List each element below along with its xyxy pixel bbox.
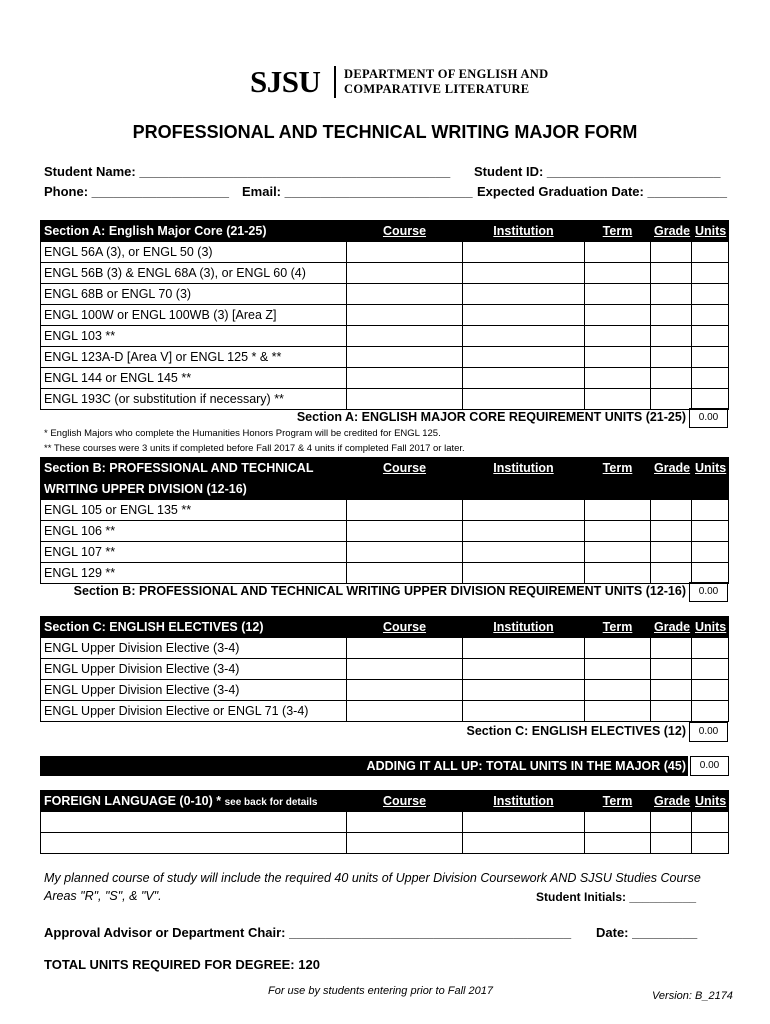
- institution-cell[interactable]: [463, 521, 585, 542]
- course-cell[interactable]: [347, 263, 463, 284]
- foreign-language-table: [40, 790, 729, 854]
- term-cell[interactable]: [585, 563, 651, 584]
- course-column-header: Course: [347, 221, 463, 242]
- student-initials-field[interactable]: Student Initials: __________: [536, 890, 697, 904]
- term-cell[interactable]: [585, 326, 651, 347]
- term-cell[interactable]: [585, 347, 651, 368]
- units-cell[interactable]: [692, 305, 729, 326]
- term-column-header: Term: [585, 221, 651, 242]
- requirement-label: ENGL 193C (or substitution if necessary) **: [41, 389, 347, 410]
- approval-date-field[interactable]: Date: _________: [596, 925, 698, 940]
- grand-total-value: 0.00: [690, 756, 729, 776]
- units-cell[interactable]: [692, 500, 729, 521]
- note-units-change: ** These courses were 3 units if completed before Fall 2017 & 4 units if completed Fall 2017 or later.: [44, 443, 465, 454]
- section-b-table: [40, 457, 729, 584]
- section-c-header-row: [41, 617, 729, 638]
- term-cell[interactable]: [585, 812, 651, 833]
- section-b-total-label: Section B: PROFESSIONAL AND TECHNICAL WRITING UPPER DIVISION REQUIREMENT UNITS (12-16): [73, 584, 686, 598]
- units-column-header: Units: [692, 221, 729, 242]
- course-cell[interactable]: [347, 389, 463, 410]
- course-cell[interactable]: [347, 326, 463, 347]
- requirement-label: ENGL Upper Division Elective (3-4): [41, 638, 347, 659]
- requirement-label: ENGL 103 **: [41, 326, 347, 347]
- grade-cell[interactable]: [651, 368, 692, 389]
- grade-cell[interactable]: [651, 638, 692, 659]
- institution-cell[interactable]: [463, 347, 585, 368]
- term-cell[interactable]: [585, 389, 651, 410]
- term-cell[interactable]: [585, 305, 651, 326]
- grade-cell[interactable]: [651, 521, 692, 542]
- units-cell[interactable]: [692, 701, 729, 722]
- units-cell[interactable]: [692, 833, 729, 854]
- institution-cell[interactable]: [463, 284, 585, 305]
- course-row: [41, 326, 729, 347]
- course-cell[interactable]: [347, 563, 463, 584]
- section-c-header: Section C: ENGLISH ELECTIVES (12): [41, 617, 347, 638]
- requirement-label: ENGL Upper Division Elective or ENGL 71 (3-4): [41, 701, 347, 722]
- grade-cell[interactable]: [651, 242, 692, 263]
- institution-cell[interactable]: [463, 326, 585, 347]
- institution-cell[interactable]: [463, 389, 585, 410]
- student-id-field[interactable]: Student ID: ________________________: [474, 164, 721, 179]
- student-name-field[interactable]: Student Name: ___________________________________________: [44, 164, 451, 179]
- requirement-label: ENGL Upper Division Elective (3-4): [41, 680, 347, 701]
- requirement-label: ENGL 68B or ENGL 70 (3): [41, 284, 347, 305]
- grade-cell[interactable]: [651, 563, 692, 584]
- section-a-total-value: 0.00: [689, 408, 728, 428]
- grade-cell[interactable]: [651, 701, 692, 722]
- section-c-total-value: 0.00: [689, 722, 728, 742]
- course-row: [41, 389, 729, 410]
- course-cell[interactable]: [347, 500, 463, 521]
- graduation-date-field[interactable]: Expected Graduation Date: ___________: [477, 184, 728, 199]
- course-row: [41, 500, 729, 521]
- section-b-total-row: [40, 582, 728, 602]
- section-a-header: Section A: English Major Core (21-25): [41, 221, 347, 242]
- course-cell[interactable]: [347, 521, 463, 542]
- foreign-language-header-row: [41, 791, 729, 812]
- term-cell[interactable]: [585, 368, 651, 389]
- units-cell[interactable]: [692, 326, 729, 347]
- foreign-language-row: [41, 833, 729, 854]
- institution-cell[interactable]: [463, 305, 585, 326]
- approval-field[interactable]: Approval Advisor or Department Chair: _______________________________________: [44, 925, 572, 940]
- grand-total-label: ADDING IT ALL UP: TOTAL UNITS IN THE MAJOR (45): [366, 759, 686, 773]
- requirement-label: ENGL 106 **: [41, 521, 347, 542]
- grade-cell[interactable]: [651, 389, 692, 410]
- term-column-header: Term: [585, 791, 651, 812]
- units-cell[interactable]: [692, 680, 729, 701]
- department-line-1: DEPARTMENT OF ENGLISH AND: [344, 67, 549, 81]
- section-a-table: [40, 220, 729, 410]
- course-row: [41, 263, 729, 284]
- grade-cell[interactable]: [651, 326, 692, 347]
- course-row: [41, 659, 729, 680]
- units-cell[interactable]: [692, 242, 729, 263]
- grade-cell[interactable]: [651, 500, 692, 521]
- institution-column-header: Institution: [463, 791, 585, 812]
- units-cell[interactable]: [692, 368, 729, 389]
- course-cell[interactable]: [347, 680, 463, 701]
- institution-cell[interactable]: [463, 563, 585, 584]
- course-cell[interactable]: [347, 347, 463, 368]
- course-cell[interactable]: [347, 659, 463, 680]
- course-cell[interactable]: [347, 542, 463, 563]
- course-row: [41, 305, 729, 326]
- course-row: [41, 521, 729, 542]
- units-cell[interactable]: [692, 389, 729, 410]
- institution-cell[interactable]: [463, 638, 585, 659]
- course-cell[interactable]: [347, 812, 463, 833]
- foreign-language-header: [41, 791, 347, 812]
- term-cell[interactable]: [585, 659, 651, 680]
- institution-cell[interactable]: [463, 833, 585, 854]
- department-name: [344, 67, 548, 97]
- section-a-total-row: [40, 408, 728, 428]
- institution-cell[interactable]: [463, 659, 585, 680]
- institution-cell[interactable]: [463, 701, 585, 722]
- grade-cell[interactable]: [651, 680, 692, 701]
- course-column-header: Course: [347, 458, 463, 479]
- term-cell[interactable]: [585, 542, 651, 563]
- grade-cell[interactable]: [651, 347, 692, 368]
- grade-column-header: Grade: [651, 458, 692, 479]
- course-column-header: Course: [347, 791, 463, 812]
- requirement-label: ENGL 107 **: [41, 542, 347, 563]
- grade-cell[interactable]: [651, 659, 692, 680]
- footer-note: For use by students entering prior to Fall 2017: [268, 985, 494, 997]
- grade-cell[interactable]: [651, 542, 692, 563]
- statement-line-1: My planned course of study will include the required 40 units of Upper Division Coursework AND SJSU Studies Course: [44, 871, 701, 885]
- requirement-label: ENGL 56A (3), or ENGL 50 (3): [41, 242, 347, 263]
- section-b-header-row-2: [41, 479, 729, 500]
- term-cell[interactable]: [585, 638, 651, 659]
- section-c-table: [40, 616, 729, 722]
- grade-column-header: Grade: [651, 221, 692, 242]
- course-cell[interactable]: [347, 638, 463, 659]
- units-cell[interactable]: [692, 263, 729, 284]
- course-cell[interactable]: [347, 242, 463, 263]
- units-cell[interactable]: [692, 659, 729, 680]
- section-b-header-row: [41, 458, 729, 479]
- units-column-header: Units: [692, 791, 729, 812]
- foreign-language-cell[interactable]: [41, 812, 347, 833]
- institution-cell[interactable]: [463, 368, 585, 389]
- course-row: [41, 701, 729, 722]
- section-a-total-label: Section A: ENGLISH MAJOR CORE REQUIREMENT UNITS (21-25): [296, 410, 686, 424]
- units-cell[interactable]: [692, 521, 729, 542]
- course-row: [41, 542, 729, 563]
- course-row: [41, 563, 729, 584]
- foreign-language-cell[interactable]: [41, 833, 347, 854]
- grade-cell[interactable]: [651, 833, 692, 854]
- requirement-label: ENGL Upper Division Elective (3-4): [41, 659, 347, 680]
- requirement-label: ENGL 144 or ENGL 145 **: [41, 368, 347, 389]
- sjsu-logo: SJSU: [250, 64, 321, 99]
- term-cell[interactable]: [585, 500, 651, 521]
- units-cell[interactable]: [692, 284, 729, 305]
- grade-cell[interactable]: [651, 263, 692, 284]
- section-b-total-value: 0.00: [689, 582, 728, 602]
- section-b-header-line-2: WRITING UPPER DIVISION (12-16): [41, 479, 729, 500]
- foreign-language-title: FOREIGN LANGUAGE (0-10) *: [44, 794, 222, 808]
- section-c-total-label: Section C: ENGLISH ELECTIVES (12): [466, 724, 686, 738]
- phone-field[interactable]: Phone: ___________________: [44, 184, 230, 199]
- grade-cell[interactable]: [651, 812, 692, 833]
- logo-divider: [334, 66, 336, 98]
- email-field[interactable]: Email: __________________________: [242, 184, 473, 199]
- see-back-note: see back for details: [224, 797, 318, 808]
- institution-cell[interactable]: [463, 263, 585, 284]
- institution-column-header: Institution: [463, 617, 585, 638]
- term-cell[interactable]: [585, 284, 651, 305]
- grade-cell[interactable]: [651, 305, 692, 326]
- course-cell[interactable]: [347, 284, 463, 305]
- course-row: [41, 242, 729, 263]
- term-cell[interactable]: [585, 680, 651, 701]
- course-row: [41, 680, 729, 701]
- section-a-header-row: [41, 221, 729, 242]
- course-cell[interactable]: [347, 701, 463, 722]
- units-column-header: Units: [692, 458, 729, 479]
- grade-column-header: Grade: [651, 617, 692, 638]
- note-honors: * English Majors who complete the Humanities Honors Program will be credited for ENGL 125.: [44, 428, 441, 439]
- section-b-header-line-1: Section B: PROFESSIONAL AND TECHNICAL: [41, 458, 347, 479]
- term-cell[interactable]: [585, 521, 651, 542]
- grade-column-header: Grade: [651, 791, 692, 812]
- grand-total-bar: [40, 756, 688, 776]
- version-label: Version: B_2174: [652, 990, 733, 1002]
- units-cell[interactable]: [692, 542, 729, 563]
- course-row: [41, 284, 729, 305]
- course-row: [41, 368, 729, 389]
- units-cell[interactable]: [692, 812, 729, 833]
- institution-cell[interactable]: [463, 542, 585, 563]
- statement-line-2: Areas "R", "S", & "V".: [44, 889, 162, 903]
- units-cell[interactable]: [692, 563, 729, 584]
- requirement-label: ENGL 123A-D [Area V] or ENGL 125 * & **: [41, 347, 347, 368]
- course-column-header: Course: [347, 617, 463, 638]
- department-line-2: COMPARATIVE LITERATURE: [344, 82, 530, 96]
- course-cell[interactable]: [347, 305, 463, 326]
- requirement-label: ENGL 129 **: [41, 563, 347, 584]
- grade-cell[interactable]: [651, 284, 692, 305]
- term-cell[interactable]: [585, 701, 651, 722]
- institution-cell[interactable]: [463, 680, 585, 701]
- units-cell[interactable]: [692, 638, 729, 659]
- course-cell[interactable]: [347, 833, 463, 854]
- term-column-header: Term: [585, 617, 651, 638]
- institution-column-header: Institution: [463, 221, 585, 242]
- term-cell[interactable]: [585, 242, 651, 263]
- course-row: [41, 638, 729, 659]
- institution-cell[interactable]: [463, 242, 585, 263]
- term-cell[interactable]: [585, 833, 651, 854]
- form-title: PROFESSIONAL AND TECHNICAL WRITING MAJOR FORM: [132, 122, 638, 142]
- requirement-label: ENGL 100W or ENGL 100WB (3) [Area Z]: [41, 305, 347, 326]
- term-column-header: Term: [585, 458, 651, 479]
- requirement-label: ENGL 105 or ENGL 135 **: [41, 500, 347, 521]
- institution-column-header: Institution: [463, 458, 585, 479]
- course-cell[interactable]: [347, 368, 463, 389]
- foreign-language-row: [41, 812, 729, 833]
- institution-cell[interactable]: [463, 500, 585, 521]
- course-row: [41, 347, 729, 368]
- term-cell[interactable]: [585, 263, 651, 284]
- section-c-total-row: [40, 722, 728, 742]
- total-units-required: TOTAL UNITS REQUIRED FOR DEGREE: 120: [44, 957, 320, 972]
- requirement-label: ENGL 56B (3) & ENGL 68A (3), or ENGL 60 (4): [41, 263, 347, 284]
- units-cell[interactable]: [692, 347, 729, 368]
- institution-cell[interactable]: [463, 812, 585, 833]
- units-column-header: Units: [692, 617, 729, 638]
